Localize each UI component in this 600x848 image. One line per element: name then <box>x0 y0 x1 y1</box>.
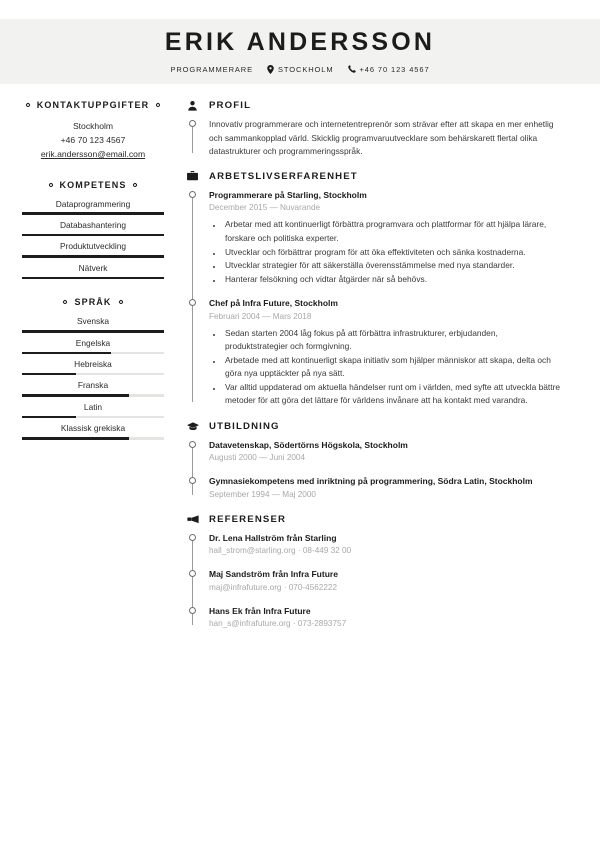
timeline-entry <box>209 297 562 407</box>
entry-title: Maj Sandström från Infra Future <box>209 569 338 580</box>
language-label: Engelska <box>75 337 111 348</box>
language-label: Svenska <box>76 316 110 327</box>
education-title-label: UTBILDNING <box>209 420 280 432</box>
header-location <box>267 65 333 74</box>
entry-date: September 1994 — Maj 2000 <box>209 489 316 499</box>
header-phone <box>348 65 430 74</box>
graduation-cap-icon <box>186 422 199 431</box>
section-experience <box>186 171 562 408</box>
skill-item <box>22 199 164 215</box>
sidebar-section-languages-title <box>22 297 164 307</box>
education-body <box>186 439 562 501</box>
timeline-node <box>189 534 196 541</box>
language-item <box>22 338 164 354</box>
skill-item <box>22 263 164 279</box>
language-bar-fill <box>22 416 76 419</box>
entry-title: Datavetenskap, Södertörns Högskola, Stockholm <box>209 439 408 450</box>
references-heading <box>186 514 562 525</box>
experience-title-label: ARBETSLIVSERFARENHET <box>209 170 358 182</box>
language-bar-track <box>22 330 164 333</box>
header-location-label: STOCKHOLM <box>278 64 334 74</box>
language-item <box>22 359 164 375</box>
header-job-title <box>170 65 253 74</box>
skill-bar-fill <box>22 234 164 237</box>
skill-label: Produktutveckling <box>59 241 127 252</box>
sidebar <box>0 100 186 445</box>
diamond-marker-icon <box>155 102 161 108</box>
diamond-marker-icon <box>133 182 139 188</box>
timeline-rail <box>192 192 193 402</box>
language-bar-fill <box>22 330 164 333</box>
language-label: Franska <box>77 380 109 391</box>
entry-title: Chef på Infra Future, Stockholm <box>209 298 338 309</box>
language-item <box>22 423 164 439</box>
page-title: ERIK ANDERSSON <box>164 27 436 56</box>
timeline-node <box>189 607 196 614</box>
languages-list <box>22 316 164 440</box>
entry-contact: maj@infrafuture.org · 070-4562222 <box>209 582 338 592</box>
timeline-rail <box>192 442 193 495</box>
language-bar-fill <box>22 394 129 397</box>
sidebar-contact-title-label: KONTAKTUPPGIFTER <box>36 100 150 110</box>
skill-item <box>22 241 164 257</box>
language-bar-track <box>22 394 164 397</box>
language-label: Hebreiska <box>74 359 112 370</box>
skills-list <box>22 199 164 280</box>
language-label: Klassisk grekiska <box>60 423 126 434</box>
entry-title: Gymnasiekompetens med inriktning på programmering, Södra Latin, Stockholm <box>209 476 533 487</box>
megaphone-icon <box>186 515 199 524</box>
section-references <box>186 514 562 631</box>
language-bar-track <box>22 416 164 419</box>
diamond-marker-icon <box>118 299 124 305</box>
skill-bar-fill <box>22 255 164 258</box>
timeline-entry <box>209 475 562 501</box>
entry-contact: han_s@infrafuture.org · 073-2893757 <box>209 619 347 629</box>
resume-header <box>0 19 600 84</box>
experience-body <box>186 189 562 408</box>
entry-bullet: • Arbetade med att kontinuerligt skapa initiativ som hjälper människor att skapa, delta och göra nya upptäckter på nya sätt. <box>223 354 562 381</box>
skill-bar-track <box>22 277 164 280</box>
entry-bullet: • Arbetar med att kontinuerligt förbättra programvara och plattformar för att hjälpa lärare, forskare och politiska experter. <box>223 218 562 245</box>
contact-phone: +46 70 123 4567 <box>60 135 126 146</box>
header-meta <box>170 65 429 74</box>
diamond-marker-icon <box>63 299 69 305</box>
references-title-label: REFERENSER <box>209 513 287 525</box>
language-item <box>22 316 164 332</box>
language-bar-fill <box>22 373 76 376</box>
entry-date: Augusti 2000 — Juni 2004 <box>209 452 306 462</box>
sidebar-skills-title-label: KOMPETENS <box>59 179 127 190</box>
skill-label: Databashantering <box>59 219 127 230</box>
contact-email-link[interactable]: erik.andersson@email.com <box>40 149 146 160</box>
main-column <box>186 100 588 634</box>
skill-label: Nätverk <box>78 262 108 273</box>
profile-title-label: PROFIL <box>209 100 252 111</box>
language-bar-track <box>22 373 164 376</box>
skill-bar-fill <box>22 277 164 280</box>
briefcase-icon <box>186 171 199 181</box>
entry-bullet: • Utvecklar och förbättrar program för att öka effektiviteten och sänka kostnaderna. <box>223 246 562 259</box>
profile-body <box>186 118 562 159</box>
skill-item <box>22 220 164 236</box>
diamond-marker-icon <box>48 182 54 188</box>
timeline-entry <box>209 439 562 465</box>
language-bar-fill <box>22 437 129 440</box>
timeline-node <box>189 477 196 484</box>
language-bar-track <box>22 352 164 355</box>
entry-contact: hall_strom@starling.org · 08-449 32 00 <box>209 546 352 556</box>
skill-bar-track <box>22 212 164 215</box>
language-item <box>22 402 164 418</box>
entry-bullet: • Var alltid uppdaterad om aktuella händelser runt om i världen, med syfte att utveckla bättre metoder för att göra det lättare för världens invånare att ha kontakt med varandra. <box>223 381 562 408</box>
skill-bar-track <box>22 255 164 258</box>
skill-label: Dataprogrammering <box>55 198 131 209</box>
references-body <box>186 532 562 631</box>
diamond-marker-icon <box>25 102 31 108</box>
timeline-entry <box>209 605 562 631</box>
entry-bullet: • Utvecklar strategier för att säkerställa överensstämmelse med nya standarder. <box>223 259 562 272</box>
entry-bullet: • Sedan starten 2004 låg fokus på att förbättra infrastrukturer, erbjudanden, produktstrategier och formgivning. <box>223 327 562 354</box>
contact-details <box>22 119 164 162</box>
person-icon <box>186 101 199 111</box>
sidebar-section-skills-title <box>22 180 164 190</box>
header-phone-label: +46 70 123 4567 <box>359 64 430 74</box>
entry-title: Hans Ek från Infra Future <box>209 606 311 617</box>
timeline-entry <box>209 532 562 558</box>
contact-city: Stockholm <box>72 121 114 131</box>
entry-bullet-list <box>209 218 562 286</box>
experience-heading <box>186 171 562 182</box>
section-profile <box>186 100 562 159</box>
education-heading <box>186 421 562 432</box>
timeline-entry <box>209 189 562 287</box>
entry-title: Programmerare på Starling, Stockholm <box>209 189 367 200</box>
entry-title: Dr. Lena Hallström från Starling <box>209 532 337 543</box>
timeline-node <box>189 570 196 577</box>
language-bar-track <box>22 437 164 440</box>
entry-bullet: • Hanterar felsökning och vidtar åtgärder när så behövs. <box>223 273 562 286</box>
map-pin-icon <box>267 65 274 74</box>
timeline-node <box>189 441 196 448</box>
entry-date: December 2015 — Nuvarande <box>209 203 321 213</box>
skill-bar-track <box>22 234 164 237</box>
profile-text: Innovativ programmerare och internetentreprenör som strävar efter att skapa en mer enhetlig och sammankopplad värld. Skicklig programvaruutvecklare som behärskarett flertal olika datastrukturer och programmeringsspråk. <box>209 119 554 157</box>
section-education <box>186 421 562 501</box>
phone-icon <box>348 65 356 73</box>
sidebar-section-contact-title <box>22 100 164 110</box>
entry-date: Februari 2004 — Mars 2018 <box>209 311 312 321</box>
language-label: Latin <box>83 401 103 412</box>
timeline-node <box>189 191 196 198</box>
timeline-node <box>189 120 196 127</box>
profile-heading <box>186 100 562 111</box>
language-bar-fill <box>22 352 111 355</box>
skill-bar-fill <box>22 212 164 215</box>
timeline-entry <box>209 568 562 594</box>
entry-bullet-list <box>209 327 562 408</box>
header-job-title-label: PROGRAMMERARE <box>170 64 254 74</box>
timeline-node <box>189 299 196 306</box>
sidebar-languages-title-label: SPRÅK <box>74 297 112 308</box>
language-item <box>22 380 164 396</box>
